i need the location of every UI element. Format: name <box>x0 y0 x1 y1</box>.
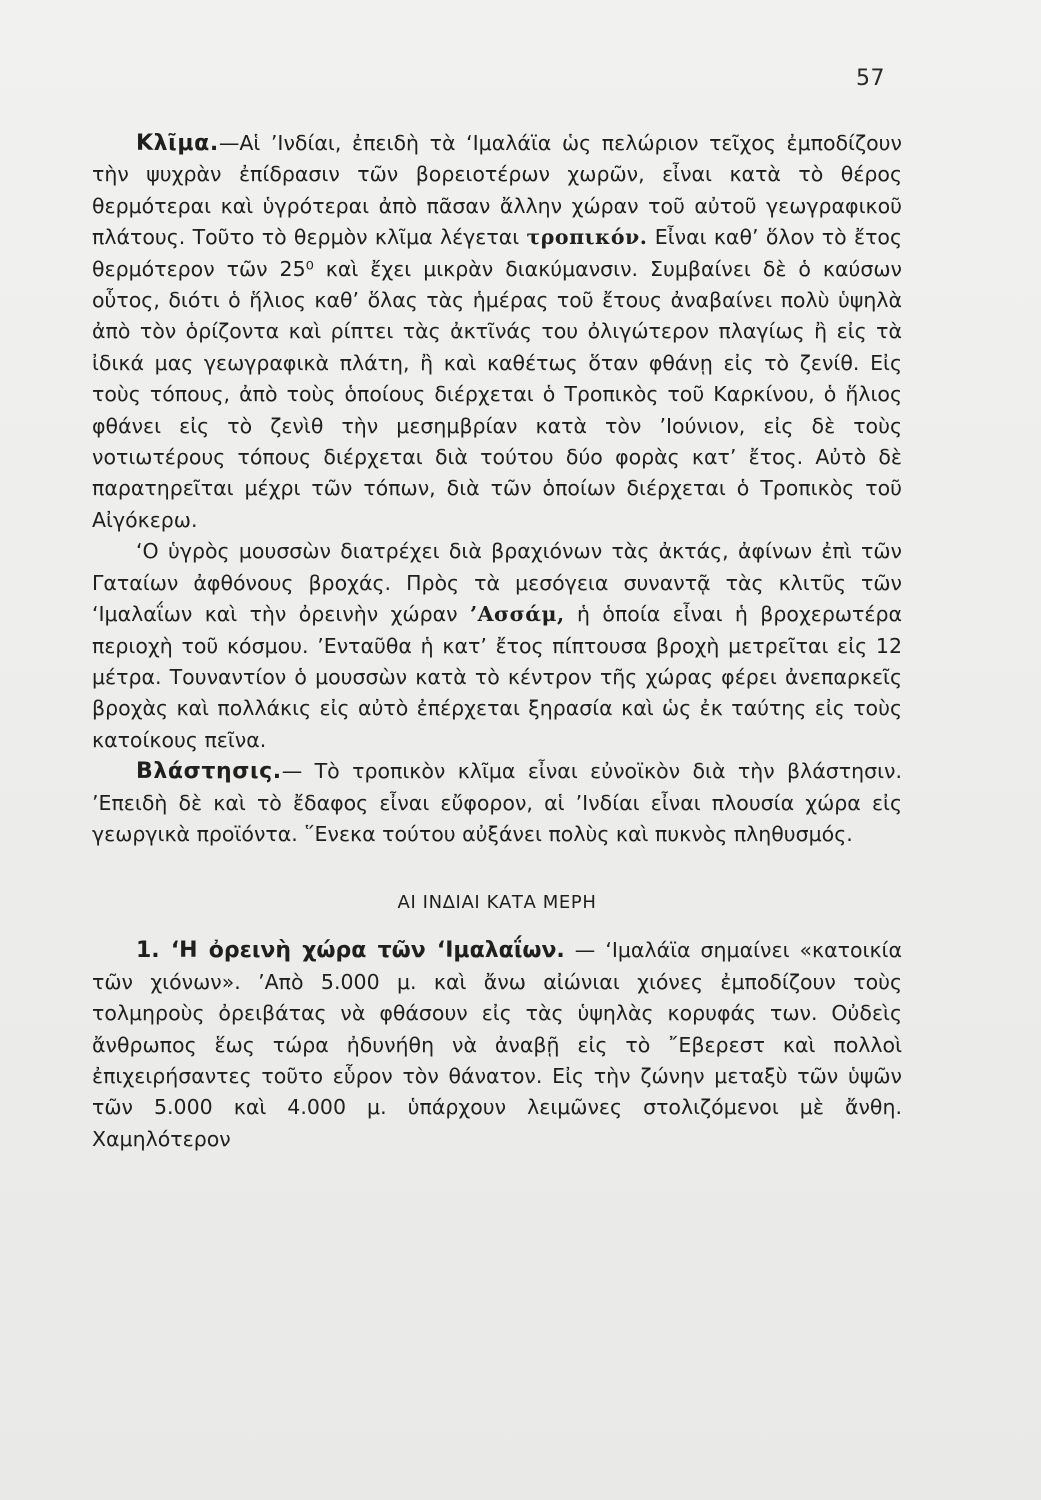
himalaya-text: — ‘Ιμαλάϊα σημαίνει «κατοικία τῶν χιόνων». ’Απὸ 5.000 μ. καὶ ἄνω αἰώνιαι χιόνες ἐμποδίζουν τοὺς τολμηροὺς ὀρειβάτας νὰ φθάσουν εἰς τὰς ὑψηλὰς κορυφάς των. Οὐδεὶς ἄνθρωπος ἕως τώρα ἠδυνήθη νὰ ἀναβῇ εἰς τὸ ῎Εβερεστ καὶ πολλοὶ ἐπιχειρήσαντες τοῦτο εὗρον τὸν θάνατον. Εἰς τὴν ζώνην μεταξὺ τῶν ὑψῶν τῶν 5.000 καὶ 4.000 μ. ὑπάρχουν λειμῶνες στολιζόμενοι μὲ ἄνθη. Χαμηλότερον <box>92 938 903 1151</box>
vegetation-paragraph <box>92 756 902 850</box>
monsoon-paragraph <box>92 536 902 756</box>
climate-text-1: —Αἱ ’Ινδίαι, ἐπειδὴ τὰ ‘Ιμαλάϊα ὡς πελώριον τεῖχος ἐμποδίζουν τὴν ψυχρὰν ἐπίδρασιν τῶν βορειοτέρων χωρῶν, εἶναι κατὰ τὸ θέρος θερμότεραι καὶ ὑγρότεραι ἀπὸ πᾶσαν ἄλλην χώραν τοῦ αὐτοῦ γεωγραφικοῦ πλάτους. Τοῦτο τὸ θερμὸν κλῖμα λέγεται <box>92 131 902 250</box>
climate-heading: Κλῖμα. <box>136 131 219 156</box>
page-number: 57 <box>856 66 885 91</box>
himalaya-paragraph <box>92 935 902 1155</box>
page-content <box>92 128 902 1155</box>
climate-text-2: Εἶναι καθ’ ὅλον τὸ ἔτος θερμότερον τῶν 25⁰ καὶ ἔχει μικρὰν διακύμανσιν. Συμβαίνει δὲ ὁ καύσων οὗτος, διότι ὁ ἥλιος καθ’ ὅλας τὰς ἡμέρας τοῦ ἔτους ἀναβαίνει πολὺ ὑψηλὰ ἀπὸ τὸν ὁρίζοντα καὶ ρίπτει τὰς ἀκτῖνάς του ὀλιγώτερον πλαγίως ἢ εἰς τὰ ἰδικά μας γεωγραφικὰ πλάτη, ἢ καὶ καθέτως ὅταν φθάνῃ εἰς τὸ ζενίθ. Εἰς τοὺς τόπους, ἀπὸ τοὺς ὁποίους διέρχεται ὁ Τροπικὸς τοῦ Καρκίνου, ὁ ἥλιος φθάνει εἰς τὸ ζενὶθ τὴν μεσημβρίαν κατὰ τὸν ’Ιούνιον, εἰς δὲ τοὺς νοτιωτέρους τόπους διέρχεται διὰ τούτου δύο φορὰς κατ’ ἔτος. Αὐτὸ δὲ παρατηρεῖται μέχρι τῶν τόπων, διὰ τῶν ὁποίων διέρχεται ὁ Τροπικὸς τοῦ Αἰγόκερω. <box>92 225 903 532</box>
himalaya-heading: 1. ‘Η ὀρεινὴ χώρα τῶν ‘Ιμαλαΐων. <box>136 938 565 964</box>
section-title: ΑΙ ΙΝΔΙΑΙ ΚΑΤΑ ΜΕΡΗ <box>397 892 597 914</box>
vegetation-heading: Βλάστησις. <box>136 759 282 785</box>
monsoon-bold-term: ’Ασσάμ, <box>469 602 565 627</box>
climate-paragraph <box>92 128 902 536</box>
climate-bold-term: τροπικόν. <box>526 225 648 250</box>
monsoon-text-1: ‘Ο ὑγρὸς μουσσὼν διατρέχει διὰ βραχιόνων τὰς ἀκτάς, ἀφίνων ἐπὶ τῶν Γαταίων ἀφθόνους βροχάς. Πρὸς τὰ μεσόγεια συναντᾷ τὰς κλιτῦς τῶν ‘Ιμαλαΐων καὶ τὴν ὀρεινὴν χώραν <box>92 539 902 627</box>
monsoon-text-2: ἡ ὁποία εἶναι ἡ βροχερωτέρα περιοχὴ τοῦ κόσμου. ’Ενταῦθα ἡ κατ’ ἔτος πίπτουσα βροχὴ μετρεῖται εἰς 12 μέτρα. Τουναντίον ὁ μουσσὼν κατὰ τὸ κέντρον τῆς χώρας φέρει ἀνεπαρκεῖς βροχὰς καὶ πολλάκις εἰς αὐτὸ ἐπέρχεται ξηρασία καὶ ὡς ἐκ ταύτης εἰς τοὺς κατοίκους πεῖνα. <box>92 602 902 752</box>
vegetation-text: — Τὸ τροπικὸν κλῖμα εἶναι εὐνοϊκὸν διὰ τὴν βλάστησιν. ’Επειδὴ δὲ καὶ τὸ ἔδαφος εἶναι εὔφορον, αἱ ’Ινδίαι εἶναι πλουσία χώρα εἰς γεωργικὰ προϊόντα. ῞Ενεκα τούτου αὐξάνει πολὺς καὶ πυκνὸς πληθυσμός. <box>92 759 902 846</box>
